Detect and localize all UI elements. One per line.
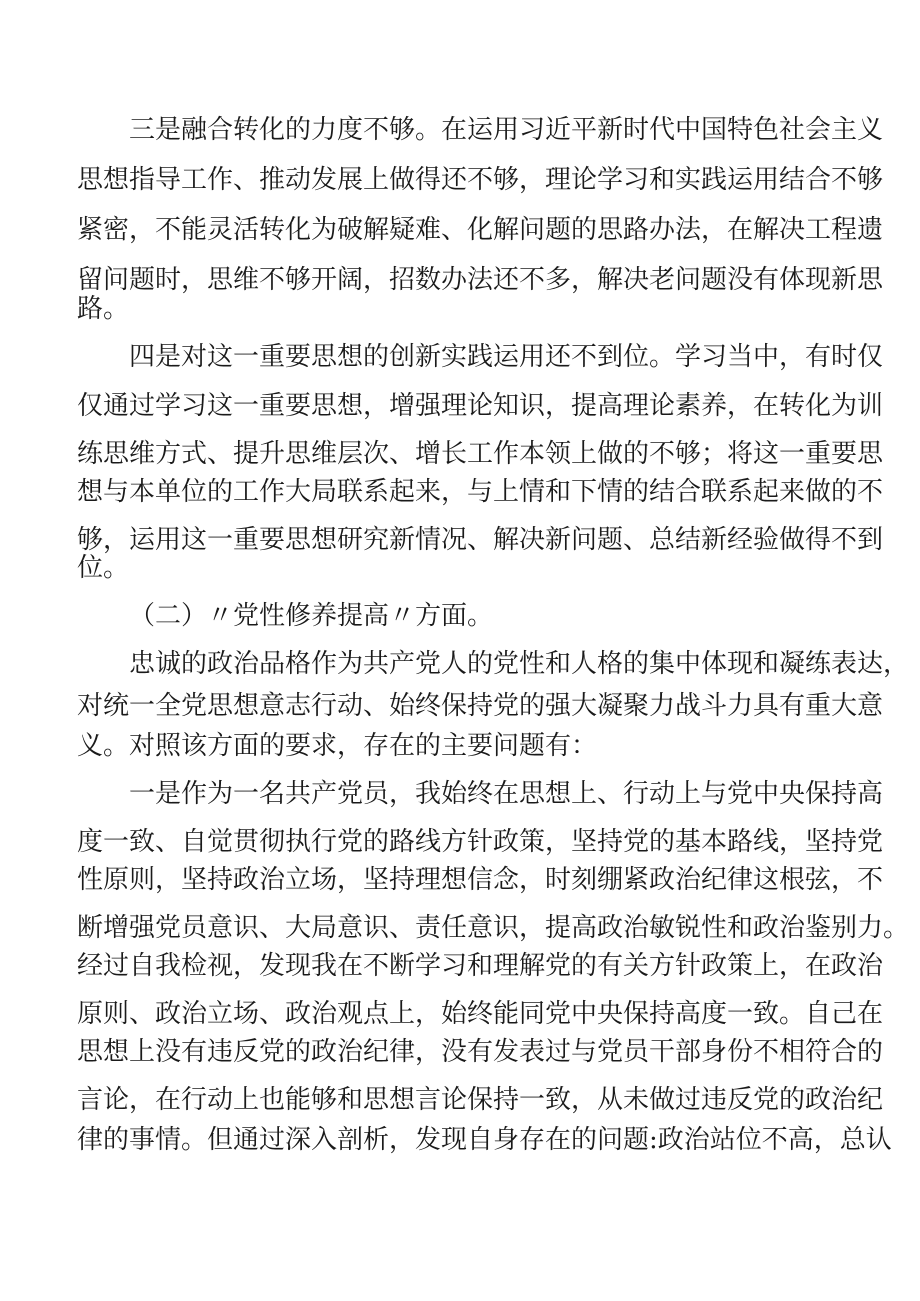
- paragraph-6-line-5: 经过自我检视，发现我在不断学习和理解党的有关方针政策上，在政治: [77, 951, 884, 981]
- paragraph-6-line-6: 原则、政治立场、政治观点上，始终能同党中央保持高度一致。自己在: [77, 999, 884, 1029]
- paragraph-3-line-4: 留问题时，思维不够开阔，招数办法还不多，解决老问题没有体现新思: [77, 265, 884, 295]
- paragraph-4-line-2: 仅通过学习这一重要思想，增强理论知识，提高理论素养，在转化为训: [77, 391, 884, 421]
- paragraph-6-line-2: 度一致、自觉贯彻执行党的路线方针政策，坚持党的基本路线，坚持党: [77, 827, 884, 857]
- paragraph-4-line-1: 四是对这一重要思想的创新实践运用还不到位。学习当中，有时仅: [129, 342, 884, 372]
- paragraph-6-line-9: 律的事情。但通过深入剖析，发现自身存在的问题:政治站位不高，总认: [77, 1125, 892, 1155]
- paragraph-6-line-8: 言论，在行动上也能够和思想言论保持一致，从未做过违反党的政治纪: [77, 1085, 884, 1115]
- paragraph-4-line-4: 想与本单位的工作大局联系起来，与上情和下情的结合联系起来做的不: [77, 477, 884, 507]
- paragraph-5-line-1: 忠诚的政治品格作为共产党人的党性和人格的集中体现和凝练表达，: [129, 649, 910, 679]
- paragraph-4-line-5: 够，运用这一重要思想研究新情况、解决新问题、总结新经验做得不到: [77, 525, 884, 555]
- paragraph-3-line-3: 紧密，不能灵活转化为破解疑难、化解问题的思路办法，在解决工程遗: [77, 215, 884, 245]
- paragraph-4-line-3: 练思维方式、提升思维层次、增长工作本领上做的不够；将这一重要思: [77, 439, 884, 469]
- paragraph-6-line-1: 一是作为一名共产党员，我始终在思想上、行动上与党中央保持高: [129, 779, 884, 809]
- section-heading: （二）〃党性修养提高〃方面。: [129, 601, 494, 631]
- paragraph-3-line-2: 思想指导工作、推动发展上做得还不够，理论学习和实践运用结合不够: [77, 165, 884, 195]
- paragraph-6-line-7: 思想上没有违反党的政治纪律，没有发表过与党员干部身份不相符合的: [77, 1037, 884, 1067]
- paragraph-3-line-1: 三是融合转化的力度不够。在运用习近平新时代中国特色社会主义: [129, 115, 884, 145]
- paragraph-5-line-3: 义。对照该方面的要求，存在的主要问题有：: [77, 731, 598, 761]
- paragraph-4-line-6: 位。: [77, 553, 130, 583]
- paragraph-5-line-2: 对统一全党思想意志行动、始终保持党的强大凝聚力战斗力具有重大意: [77, 691, 884, 721]
- paragraph-3-line-5: 路。: [77, 294, 130, 324]
- paragraph-6-line-3: 性原则，坚持政治立场，坚持理想信念，时刻绷紧政治纪律这根弦，不: [77, 865, 884, 895]
- paragraph-6-line-4: 断增强党员意识、大局意识、责任意识，提高政治敏锐性和政治鉴别力。: [77, 913, 910, 943]
